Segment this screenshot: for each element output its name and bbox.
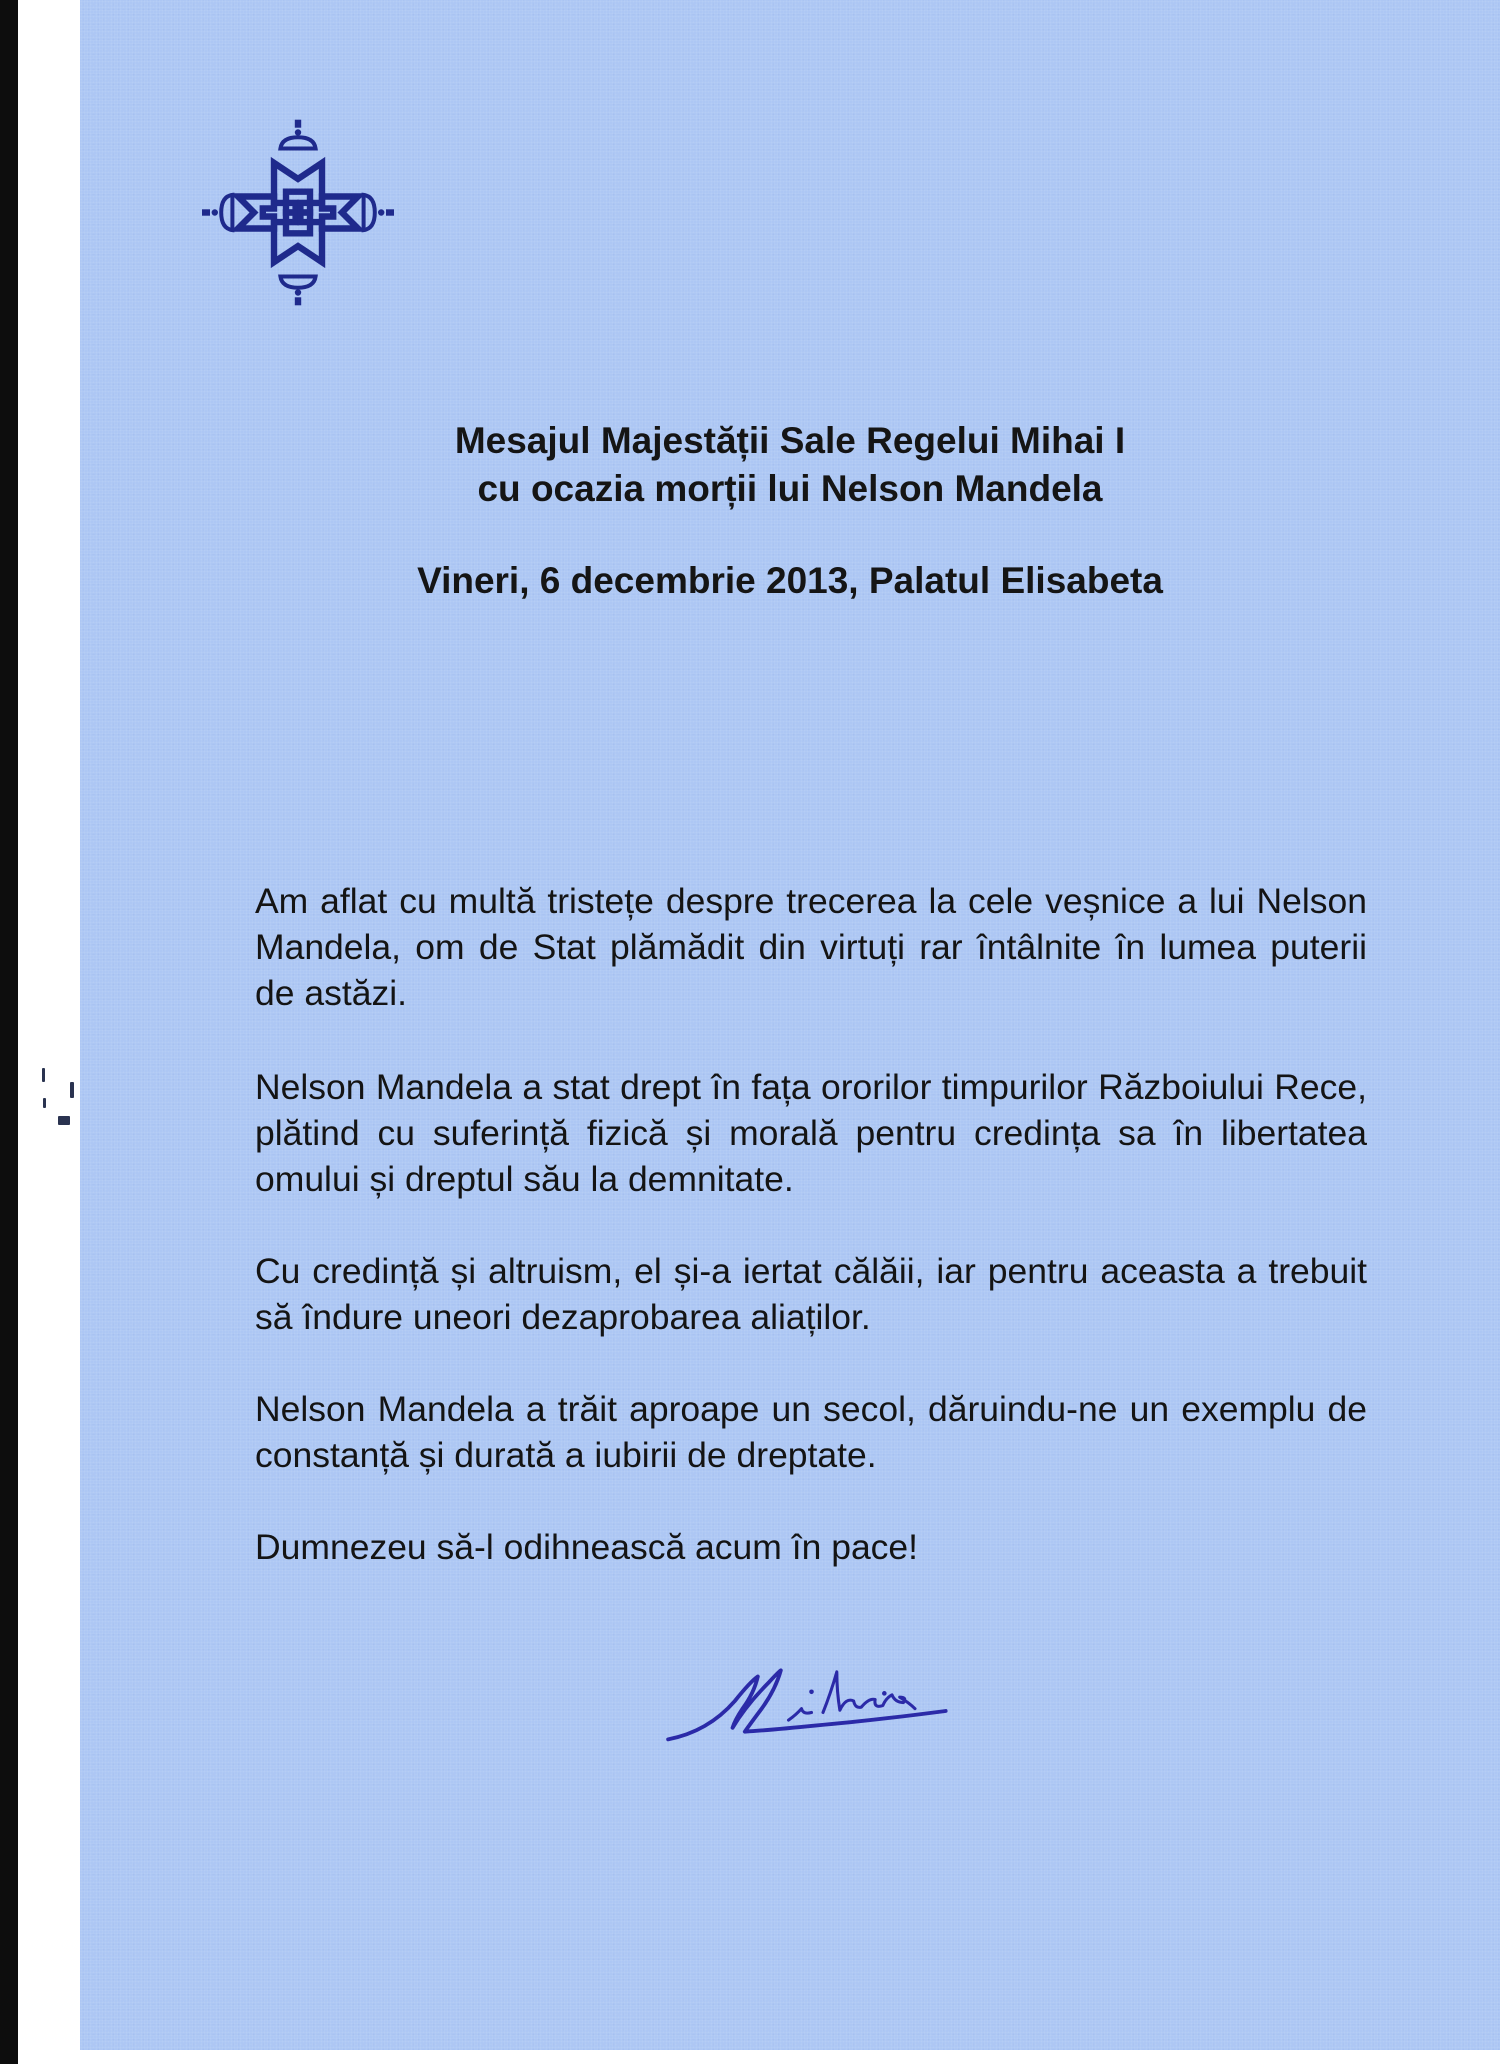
signature-mihai [610, 1655, 990, 1770]
paragraph-text: Nelson Mandela a stat drept în fața ororilor timpurilor Războiului Rece, plătind cu suferință fizică și morală pentru credința sa în libertatea omului și dreptul său la demnitate. [255, 1067, 1367, 1199]
paragraph-2 [255, 1064, 1367, 1202]
dateline: Vineri, 6 decembrie 2013, Palatul Elisabeta [417, 560, 1163, 601]
scan-specks [40, 1060, 80, 1150]
paragraph-1 [255, 878, 1367, 1016]
paragraph-4 [255, 1386, 1367, 1478]
paragraph-text: Cu credință și altruism, el și-a iertat călăii, iar pentru aceasta a trebuit să îndure uneori dezaprobarea aliaților. [255, 1251, 1367, 1337]
paragraph-text: Dumnezeu să-l odihnească acum în pace! [255, 1527, 919, 1567]
scan-edge [0, 0, 18, 2064]
paragraph-text: Nelson Mandela a trăit aproape un secol, dăruindu-ne un exemplu de constanță și durată a iubirii de dreptate. [255, 1389, 1367, 1475]
royal-monogram-cross-icon [178, 100, 418, 325]
document-title-line-2: cu ocazia morții lui Nelson Mandela [477, 468, 1103, 509]
paragraph-5 [255, 1524, 1367, 1570]
document-title-line-1: Mesajul Majestății Sale Regelui Mihai I [454, 420, 1126, 461]
paragraph-text: Am aflat cu multă tristețe despre trecerea la cele veșnice a lui Nelson Mandela, om de Stat plămădit din virtuți rar întâlnite în lumea puterii de astăzi. [255, 881, 1367, 1013]
paragraph-3 [255, 1248, 1367, 1340]
